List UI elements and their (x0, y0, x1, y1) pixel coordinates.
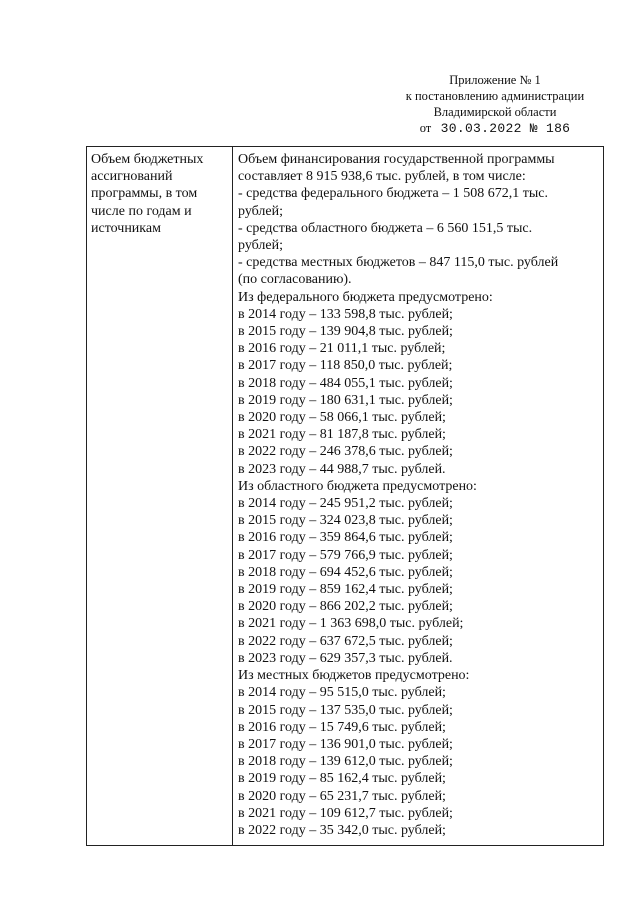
right-cell-line: составляет 8 915 938,6 тыс. рублей, в том числе: (238, 169, 526, 185)
right-cell-line: в 2018 году – 484 055,1 тыс. рублей; (238, 375, 453, 391)
right-cell-line: в 2023 году – 629 357,3 тыс. рублей. (238, 650, 453, 666)
left-cell-line: Объем бюджетных (91, 152, 204, 167)
date-value: 30.03.2022 № 186 (440, 121, 571, 136)
right-cell-line: в 2016 году – 15 749,6 тыс. рублей; (238, 719, 446, 735)
right-cell-line: в 2014 году – 245 951,2 тыс. рублей; (238, 496, 453, 512)
date-prefix: от (419, 121, 432, 135)
right-cell-line: в 2015 году – 139 904,8 тыс. рублей; (238, 324, 453, 340)
right-cell-line: Из местных бюджетов предусмотрено: (238, 668, 470, 684)
right-cell-line: в 2016 году – 359 864,6 тыс. рублей; (238, 530, 453, 546)
right-cell-line: рублей; (238, 203, 283, 219)
right-cell-line: в 2020 году – 866 202,2 тыс. рублей; (238, 599, 453, 615)
right-cell-line: - средства федерального бюджета – 1 508 672,1 тыс. (238, 186, 548, 202)
right-cell-line: в 2014 году – 95 515,0 тыс. рублей; (238, 685, 446, 701)
right-cell-line: - средства местных бюджетов – 847 115,0 тыс. рублей (238, 255, 559, 271)
budget-table (86, 146, 604, 846)
right-cell-line: в 2019 году – 85 162,4 тыс. рублей; (238, 771, 446, 787)
right-cell-line: в 2017 году – 118 850,0 тыс. рублей; (238, 358, 453, 374)
left-cell-line: источникам (91, 220, 161, 236)
left-cell-line: ассигнований (91, 169, 173, 185)
right-cell-line: в 2018 году – 694 452,6 тыс. рублей; (238, 564, 453, 580)
right-cell-line: в 2019 году – 180 631,1 тыс. рублей; (238, 392, 453, 408)
appendix-region: Владимирской области (433, 105, 557, 119)
right-cell-line: Из федерального бюджета предусмотрено: (238, 289, 493, 305)
right-cell-line: - средства областного бюджета – 6 560 151,5 тыс. (238, 220, 533, 236)
right-cell-line: в 2022 году – 35 342,0 тыс. рублей; (238, 822, 446, 838)
right-cell-line: в 2018 году – 139 612,0 тыс. рублей; (238, 754, 453, 770)
appendix-title: Приложение № 1 (449, 73, 541, 87)
right-cell-line: в 2023 году – 44 988,7 тыс. рублей. (238, 461, 446, 477)
table-right-cell (238, 151, 600, 839)
right-cell-line: в 2021 году – 1 363 698,0 тыс. рублей; (238, 616, 464, 632)
right-cell-line: в 2014 году – 133 598,8 тыс. рублей; (238, 306, 453, 322)
right-cell-line: в 2022 году – 637 672,5 тыс. рублей; (238, 633, 453, 649)
right-cell-line: Объем финансирования государственной программы (238, 152, 555, 167)
appendix-subtitle: к постановлению администрации (405, 89, 585, 103)
right-cell-line: в 2021 году – 81 187,8 тыс. рублей; (238, 427, 446, 443)
left-cell-line: программы, в том (91, 186, 198, 202)
right-cell-line: (по согласованию). (238, 272, 352, 288)
right-cell-line: в 2015 году – 324 023,8 тыс. рублей; (238, 513, 453, 529)
appendix-date-line (380, 120, 610, 137)
right-cell-line: в 2020 году – 58 066,1 тыс. рублей; (238, 410, 446, 426)
right-cell-line: в 2020 году – 65 231,7 тыс. рублей; (238, 788, 446, 804)
right-cell-line: в 2017 году – 579 766,9 тыс. рублей; (238, 547, 453, 563)
right-cell-line: в 2021 году – 109 612,7 тыс. рублей; (238, 805, 453, 821)
right-cell-line: в 2015 году – 137 535,0 тыс. рублей; (238, 702, 453, 718)
table-column-divider (232, 147, 233, 845)
right-cell-line: в 2022 году – 246 378,6 тыс. рублей; (238, 444, 453, 460)
right-cell-line: в 2016 году – 21 011,1 тыс. рублей; (238, 341, 446, 357)
appendix-header (380, 72, 610, 137)
table-left-cell (91, 151, 229, 237)
left-cell-line: числе по годам и (91, 203, 192, 219)
right-cell-line: Из областного бюджета предусмотрено: (238, 478, 477, 494)
right-cell-line: рублей; (238, 238, 283, 254)
right-cell-line: в 2017 году – 136 901,0 тыс. рублей; (238, 736, 453, 752)
right-cell-line: в 2019 году – 859 162,4 тыс. рублей; (238, 582, 453, 598)
